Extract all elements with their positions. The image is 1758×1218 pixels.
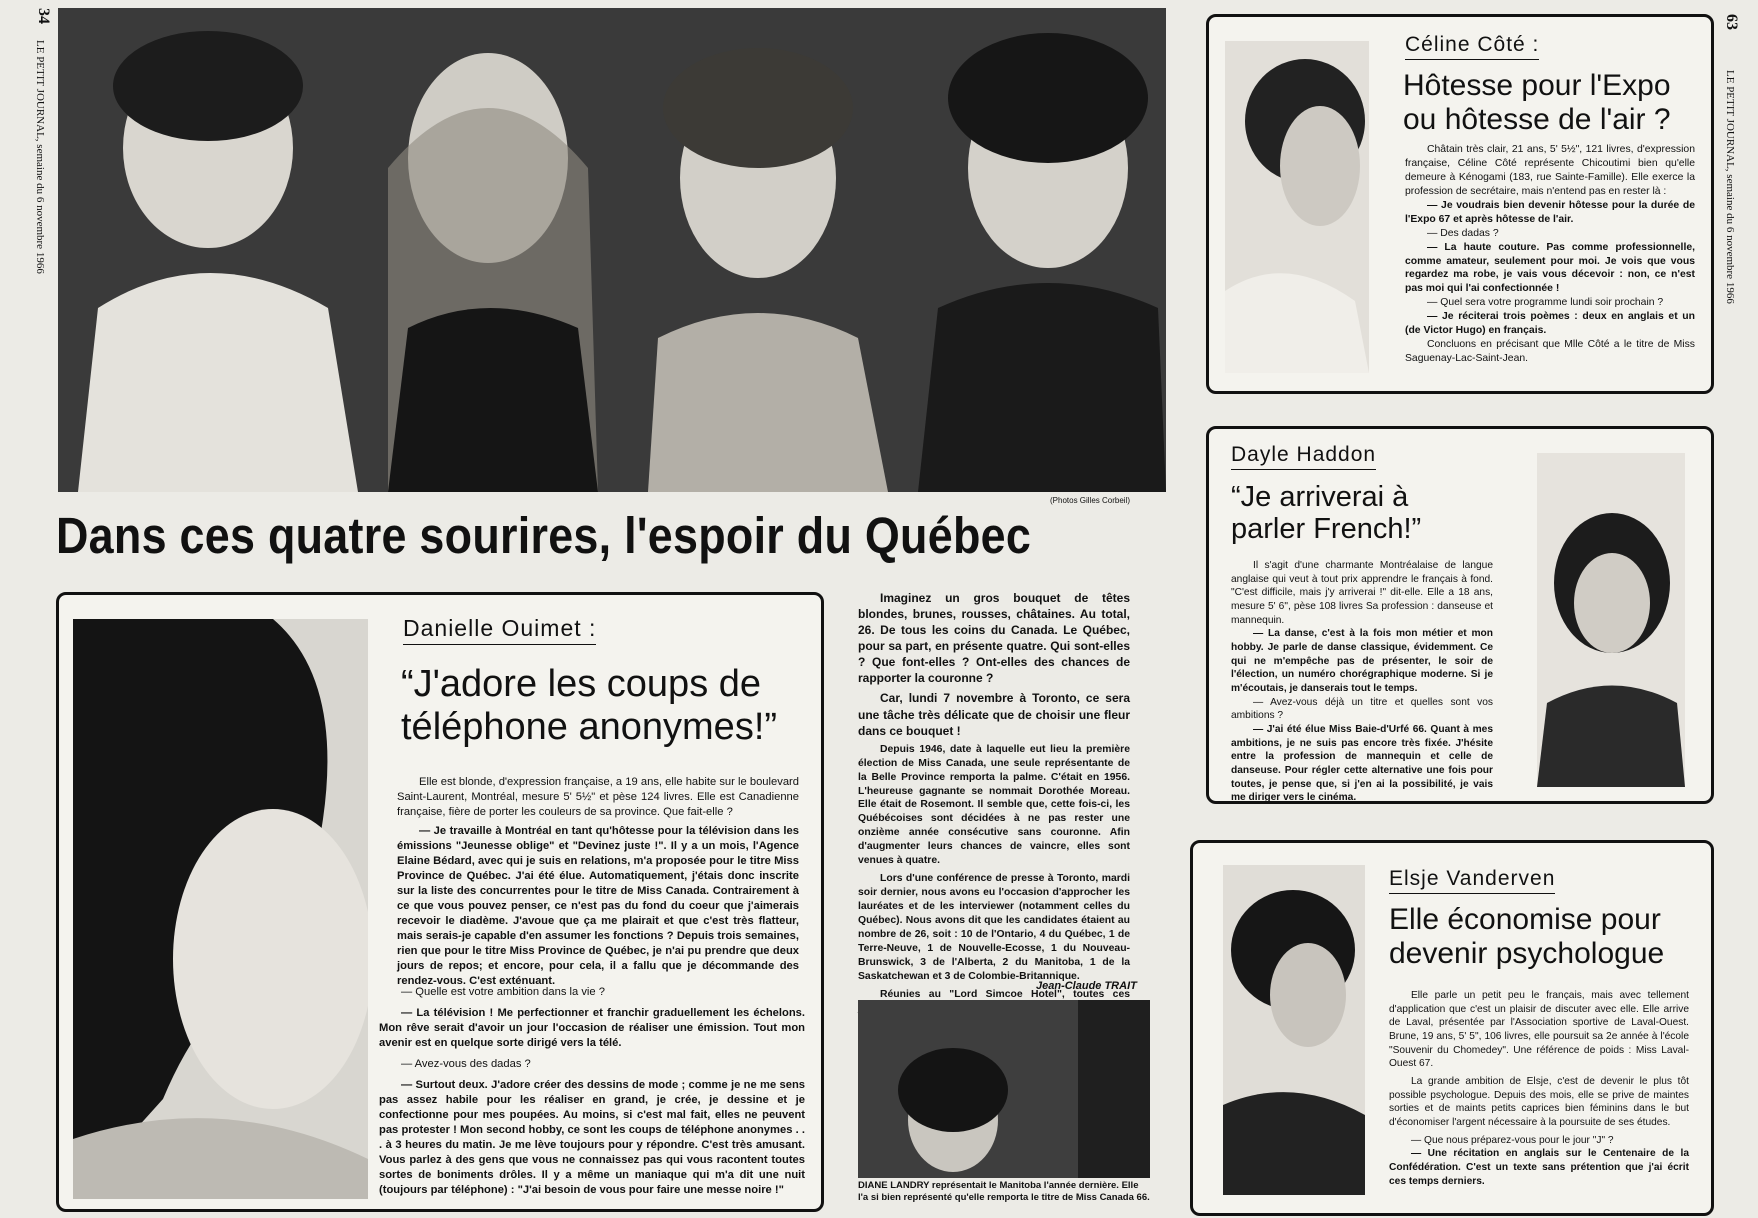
article-paragraph-4: Lors d'une conférence de presse à Toronto, mardi soir dernier, nous avons eu l'occasion d'approcher les lauréates et de les interviewer (notamment celles du Québec). Nous avons dit que les candidates étaient au nombre de 26, soit : 10 de l'Ontario, 4 du Québec, 1 de Terre-Neuve, 1 de Nouvelle-Ecosse, 1 du Nouveau-Brunswick, 3 de l'Alberta, 2 du Manitoba, 1 de la Saskatchewan et 3 de Colombie-Britannique. <box>858 873 1130 982</box>
dayle-body <box>1231 559 1493 805</box>
danielle-answer-2: — La télévision ! Me perfectionner et franchir graduellement les échelons. Mon rêve serait d'avoir un jour l'occasion de réaliser une émission. Tout mon avenir est en quelque sorte dirigé vers la télé. <box>379 1007 805 1049</box>
dayle-photo <box>1537 453 1685 787</box>
celine-box <box>1206 14 1714 394</box>
landry-photo <box>858 1000 1150 1178</box>
danielle-answer-3: — Surtout deux. J'adore créer des dessins de mode ; comme je ne me sens pas assez habile pour les réaliser en grand, je crée, je dessine et je confectionne pour mes poupées. Au moins, si c'est mal fait, elles ne peuvent pas protester ! Mon second hobby, ce sont les coups de téléphone anonymes . . . à 3 heures du matin. Je me lève toujours pour y répondre. C'est très amusant. Vous parlez à des gens que vous ne connaissez pas qui vous racontent toutes sortes de boniments drôles. Il y a même un maniaque qui m'a dit une nuit (toujours par téléphone) : "J'ai besoin de vous pour faire une messe noire !" <box>379 1079 805 1196</box>
celine-intro: Châtain très clair, 21 ans, 5' 5½", 121 livres, d'expression française, Céline Côté représente Chicoutimi bien qu'elle demeure à Kénogami (183, rue Sainte-Famille). Elle exerce la profession de secrétaire, mais n'entend pas en rester là : <box>1405 144 1695 197</box>
danielle-question-3: — Avez-vous des dadas ? <box>401 1058 531 1070</box>
celine-body <box>1405 143 1695 366</box>
dayle-question-2: — Avez-vous déjà un titre et quelles sont vos ambitions ? <box>1231 696 1493 722</box>
celine-question-2: — Des dadas ? <box>1427 227 1499 239</box>
celine-photo <box>1225 41 1369 373</box>
left-running-head: LE PETIT JOURNAL, semaine du 6 novembre 1966 <box>34 40 46 274</box>
dayle-intro: Il s'agit d'une charmante Montréalaise de langue anglaise qui veut à tout prix apprendre le français à fond. "C'est difficile, mais j'y arriverai !" dit-elle. Elle a 18 ans, mesure 5' 6", pèse 108 livres Sa profession : danseuse et mannequin. <box>1231 560 1493 626</box>
article-paragraph-2: Car, lundi 7 novembre à Toronto, ce sera une tâche très délicate que de choisir une fleur dans ce bouquet ! <box>858 691 1130 738</box>
celine-outro: Concluons en précisant que Mlle Côté a le titre de Miss Saguenay-Lac-Saint-Jean. <box>1405 339 1695 365</box>
danielle-question-2: — Quelle est votre ambition dans la vie ? <box>401 986 605 998</box>
dayle-answer-2: — J'ai été élue Miss Baie-d'Urfé 66. Quant à mes ambitions, je ne suis pas encore très fixée. J'hésite entre la profession de mannequin et celle de danseuse. Pour régler cette alternative une fois pour toutes, je pense que, si j'en ai la possibilité, je vais me diriger vers le cinéma. <box>1231 724 1493 804</box>
elsje-photo <box>1223 865 1365 1195</box>
elsje-intro: Elle parle un petit peu le français, mais avec tellement d'application que c'est un plaisir de discuter avec elle. Elle arrive de Laval, présentée par l'Association sportive de Laval-Ouest. Brune, 19 ans, 5' 5", 106 livres, elle poursuit sa 2e année à l'école "Souvenir du Chomedey". Une référence de poids : Miss Laval-Ouest 67. <box>1389 990 1689 1070</box>
landry-caption: DIANE LANDRY représentait le Manitoba l'année dernière. Elle l'a si bien représenté qu'elle remporta le titre de Miss Canada 66. <box>858 1180 1150 1203</box>
elsje-answer-3: — Une récitation en anglais sur le Centenaire de la Confédération. C'est un texte sans prétention que j'ai écrit ces temps derniers. <box>1389 1148 1689 1187</box>
article-paragraph-5: Réunies au "Lord Simcoe Hotel", toutes ces <box>880 988 1130 1000</box>
celine-question-3: — Quel sera votre programme lundi soir prochain ? <box>1427 297 1664 309</box>
dayle-name: Dayle Haddon <box>1231 443 1376 470</box>
celine-quote: Hôtesse pour l'Expo ou hôtesse de l'air ? <box>1403 69 1671 136</box>
elsje-name: Elsje Vanderven <box>1389 867 1555 894</box>
photo-credit: (Photos Gilles Corbeil) <box>1050 496 1131 505</box>
byline: Jean-Claude TRAIT <box>1036 980 1137 992</box>
article-paragraph-1: Imaginez un gros bouquet de têtes blondes, brunes, rousses, châtaines. Au total, 26. De tous les coins du Canada. Le Québec, pour sa part, en présente quatre. Qui sont-elles ? Que font-elles ? Ont-elles des chances de rapporter la couronne ? <box>858 591 1130 686</box>
danielle-quote: “J'adore les coups de téléphone anonymes!” <box>401 663 778 748</box>
dayle-quote: “Je arriverai à parler French!” <box>1231 481 1422 546</box>
right-page-number: 63 <box>1723 14 1740 30</box>
elsje-body <box>1389 989 1689 1188</box>
dayle-box <box>1206 426 1714 804</box>
elsje-box <box>1190 840 1714 1216</box>
danielle-body <box>397 775 799 989</box>
right-running-head: LE PETIT JOURNAL, semaine du 6 novembre 1966 <box>1724 70 1736 304</box>
elsje-quote: Elle économise pour devenir psychologue <box>1389 903 1665 970</box>
headline: Dans ces quatre sourires, l'espoir du Québec <box>56 507 1032 564</box>
celine-answer-2: — La haute couture. Pas comme professionnelle, comme amateur, seulement pour moi. Je vois que vous regardez ma robe, je vais vous décevoir : non, ce n'est pas moi qui l'ai confectionnée ! <box>1405 241 1695 295</box>
danielle-name: Danielle Ouimet : <box>403 615 596 645</box>
danielle-box <box>56 592 824 1212</box>
celine-name: Céline Côté : <box>1405 33 1539 60</box>
elsje-paragraph-2: La grande ambition de Elsje, c'est de devenir le plus tôt possible psychologue. Depuis des mois, elle se prive de maintes sorties et de maints petits caprices bien féminins dans le but d'économiser l'argent nécessaire à la poursuite de ses études. <box>1389 1076 1689 1129</box>
group-photo <box>58 8 1166 492</box>
dayle-answer-1: — La danse, c'est à la fois mon métier et mon hobby. Je parle de danse classique, évidemment. Ce qui ne m'empêche pas de présenter, le soir de l'élection, un numéro chorégraphique moderne. Si je m'écoutais, je danserais tout le temps. <box>1231 628 1493 695</box>
danielle-body-2 <box>119 985 805 1198</box>
elsje-question-3: — Que nous préparez-vous pour le jour "J" ? <box>1411 1134 1614 1146</box>
article-paragraph-3: Depuis 1946, date à laquelle eut lieu la première élection de Miss Canada, une seule représentante de la Belle Province remporta la palme. C'était en 1956. L'heureuse gagnante se nommait Dorothée Moreau. Elle était de Rosemont. Il semble que, cette fois-ci, les Québécoises sont décidées à ne pas rester une onzième année consécutive sans couronne. Afin d'augmenter leurs chances de vaincre, elles sont venues à quatre. <box>858 743 1130 867</box>
danielle-answer-1: — Je travaille à Montréal en tant qu'hôtesse pour la télévision dans les émissions "Jeunesse oblige" et "Devinez juste !". Il y a un mois, l'Agence Elaine Bédard, avec qui je suis en relations, m'a proposée pour le titre Miss Province de Québec. J'ai été élue. Automatiquement, j'étais donc inscrite sur la liste des concurrentes pour le titre de Miss Canada. Contrairement à ce que vous pouvez penser, ce n'est pas du fond du coeur que j'aimerais recevoir le diadème. J'avoue que ça me plairait et que c'est très flatteur, mais serais-je capable d'en assumer les fonctions ? Depuis trois semaines, rien que pour le titre Miss Province de Québec, je n'ai pu prendre que deux jours de repos; et encore, pour cela, il a fallu que je décommande des rendez-vous. C'est exténuant. <box>397 825 799 987</box>
celine-answer-1: — Je voudrais bien devenir hôtesse pour la durée de l'Expo 67 et après hôtesse de l'air. <box>1405 199 1695 225</box>
left-page-number: 34 <box>35 8 52 24</box>
danielle-intro: Elle est blonde, d'expression française, a 19 ans, elle habite sur le boulevard Saint-Laurent, Montréal, mesure 5' 5½" et pèse 124 livres. Elle est Canadienne française, fière de porter les couleurs de sa province. Que fait-elle ? <box>397 776 799 818</box>
celine-answer-3: — Je réciterai trois poèmes : deux en anglais et un (de Victor Hugo) en français. <box>1405 311 1695 337</box>
